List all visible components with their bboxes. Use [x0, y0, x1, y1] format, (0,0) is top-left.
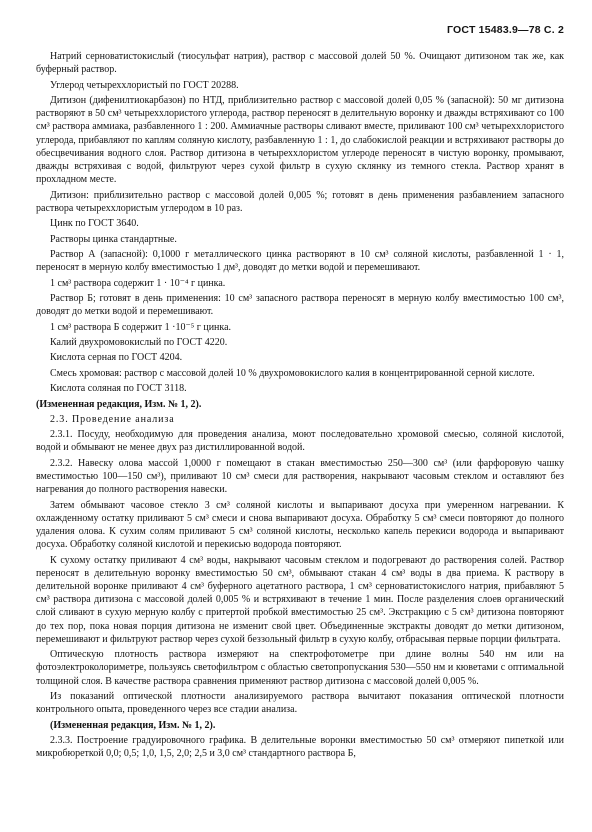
- paragraph: 2.3.3. Построение градуировочного графика. В делительные воронки вместимостью 50 см³ отмеряют пипеткой или микробюреткой 0,0; 0,5; 1,0, 1,5, 2,0; 2,5 и 3,0 см³ стандартного раствора Б,: [36, 735, 564, 760]
- page-header: ГОСТ 15483.9—78 С. 2: [447, 24, 564, 36]
- revision-note: (Измененная редакция, Изм. № 1, 2).: [50, 719, 216, 731]
- paragraph: Углерод четыреххлористый по ГОСТ 20288.: [50, 79, 239, 91]
- paragraph: К сухому остатку приливают 4 см³ воды, накрывают часовым стеклом и подогревают до растворения солей. Раствор переносят в делительную воронку вместимостью 50 см³, обмывают стакан 4 см³ воды в два приема. К раствору в делительной воронке приливают 4 см³ буферного ацетатного раствора, 1 см³ серноватистокислого натрия, прибавляют 5 см³ раствора дитизона с массовой долей 0,005 % и встряхивают в течение 1 мин. После разделения слоев органический слой сливают в сухую мерную колбу с притертой пробкой вместимостью 25 см³. Экстракцию с 5 см³ дитизона повторяют до тех пор, пока новая порция дитизона не изменит свой цвет. Объединенные экстракты доводят до метки дитизоном, перемешивают и фильтруют раствор через сухой беззольный фильтр в сухую колбу, отбрасывая первые порции фильтрата.: [36, 554, 564, 645]
- paragraph: Кислота серная по ГОСТ 4204.: [50, 352, 183, 364]
- paragraph: 2.3.1. Посуду, необходимую для проведения анализа, моют последовательно хромовой смесью, соляной кислотой, водой и обмывают не менее двух раз дистиллированной водой.: [36, 429, 564, 454]
- paragraph: Дитизон (дифенилтиокарбазон) по НТД, приблизительно раствор с массовой долей 0,05 % (запасной): 50 мг дитизона растворяют в 50 см³ четыреххлористого углерода, раствор переносят в делительную воронку и дважды встряхивают со 100 см³ раствора аммиака, разбавленного 1 : 200. Аммиачные растворы сливают вместе, приливают 100 см³ четыреххлористого углерода, прибавляют по каплям соляную кислоту, разбавленную 1 : 1, до слабокислой реакции и встряхивают растворы до обесцвечивания водного слоя. Раствор дитизона в четыреххлористом углероде переносят в чистую воронку, промывают, дважды встряхивая с водой, фильтруют через сухой фильтр в сухую склянку из темного стекла. Раствор хранят в прохладном месте.: [36, 94, 564, 186]
- paragraph: Раствор А (запасной): 0,1000 г металлического цинка растворяют в 10 см³ соляной кислоты, разбавленной 1 · 1, переносят в мерную колбу вместимостью 1 дм³, доводят до метки водой и перемешивают.: [36, 248, 564, 274]
- paragraph: Из показаний оптической плотности анализируемого раствора вычитают показания оптической плотности контрольного опыта, проведенного через все стадии анализа.: [36, 691, 564, 716]
- paragraph: Натрий серноватистокислый (тиосульфат натрия), раствор с массовой долей 50 %. Очищают дитизоном так же, как буферный раствор.: [36, 51, 564, 76]
- paragraph: Затем обмывают часовое стекло 3 см³ соляной кислоты и выпаривают досуха при умеренном нагревании. К охлажденному остатку приливают 5 см³ смеси и снова выпаривают досуха. Обработку 5 см³ смеси повторяют до полного удаления олова. К сухим солям приливают 5 см³ соляной кислоты, несколько капель перекиси водорода и выпаривают досуха. Обработку соляной кислотой и перекисью водорода повторяют.: [36, 499, 564, 551]
- paragraph: 1 см³ раствора содержит 1 · 10⁻⁴ г цинка.: [50, 277, 226, 289]
- paragraph: Раствор Б; готовят в день применения: 10 см³ запасного раствора переносят в мерную колбу вместимостью 100 см³, доводят до метки водой и перемешивают.: [36, 292, 564, 318]
- section-heading: 2.3. Проведение анализа: [50, 413, 175, 425]
- paragraph: Калий двухромовокислый по ГОСТ 4220.: [50, 336, 228, 348]
- paragraph: Цинк по ГОСТ 3640.: [50, 218, 139, 230]
- paragraph: 1 см³ раствора Б содержит 1 ·10⁻⁵ г цинка.: [50, 321, 232, 333]
- paragraph: Кислота соляная по ГОСТ 3118.: [50, 383, 187, 395]
- paragraph: Дитизон: приблизительно раствор с массовой долей 0,005 %; готовят в день применения разбавлением запасного раствора четыреххлористым углеродом в 10 раз.: [36, 189, 564, 214]
- paragraph: Растворы цинка стандартные.: [50, 233, 177, 245]
- revision-note: (Измененная редакция, Изм. № 1, 2).: [36, 398, 202, 410]
- paragraph: Смесь хромовая: раствор с массовой долей 10 % двухромовокислого калия в концентрированной серной кислоте.: [50, 367, 535, 379]
- paragraph: 2.3.2. Навеску олова массой 1,0000 г помещают в стакан вместимостью 250—300 см³ (или фарфоровую чашку вместимостью 100—150 см³), приливают 10 см³ смеси для растворения, накрывают часовым стеклом и оставляют без нагревания до полного растворения навески.: [36, 457, 564, 496]
- document-body: [36, 50, 564, 763]
- paragraph: Оптическую плотность раствора измеряют на спектрофотометре при длине волны 540 нм или на фотоэлектроколориметре, пользуясь светофильтром с областью светопропускания 530—550 нм и кюветами с оптимальной толщиной слоя. В качестве раствора сравнения применяют раствор дитизона с массовой долей 0,005 %.: [36, 649, 564, 687]
